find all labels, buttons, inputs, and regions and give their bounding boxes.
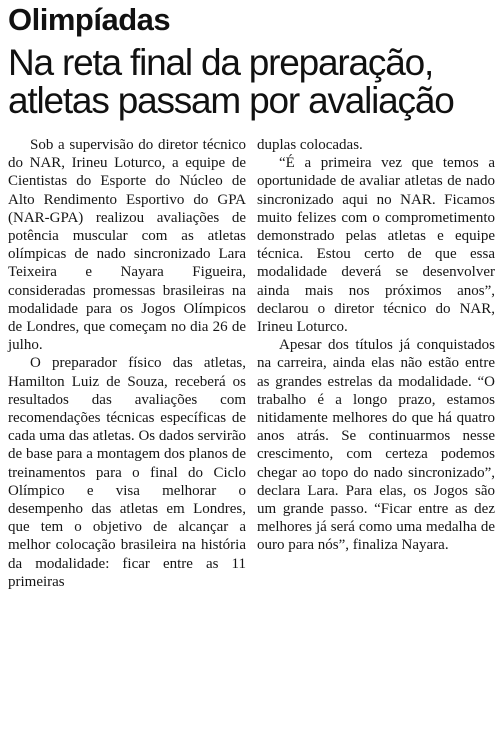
body-column-left: [8, 136, 246, 591]
headline: [8, 44, 498, 120]
body-paragraph: Sob a supervisão do diretor técnico do NAR, Irineu Loturco, a equipe de Cientistas do Esporte do Núcleo de Alto Rendimento Esportivo do GPA (NAR-GPA) realizou avaliações de potência muscular com as atletas olímpicas de nado sincronizado Lara Teixeira e Nayara Figueira, consideradas promessas brasileiras na modalidade para os Jogos Olímpicos de Londres, que começam no dia 26 de julho.: [8, 137, 246, 354]
body-paragraph: Apesar dos títulos já conquistados na carreira, ainda elas não estão entre as grandes estrelas da modalidade. “O trabalho é a longo prazo, estamos nitidamente melhores do que há quatro anos atrás. Se continuarmos nesse crescimento, com certeza podemos chegar ao topo do nado sincronizado”, declara Lara. Para elas, os Jogos são um grande passo. “Ficar entre as dez melhores já será como uma medalha de ouro para nós”, finaliza Nayara.: [257, 337, 495, 554]
headline-line-1: Na reta final da preparação,: [8, 42, 434, 83]
section-kicker: Olimpíadas: [8, 2, 171, 37]
body-paragraph: O preparador físico das atletas, Hamilton Luiz de Souza, receberá os resultados das avaliações com recomendações técnicas específicas de cada uma das atletas. Os dados servirão de base para a montagem dos planos de treinamentos para o final do Ciclo Olímpico e visa melhorar o desempenho das atletas em Londres, que tem o objetivo de alcançar a melhor colocação brasileira na história da modalidade: ficar entre as 11 primeiras: [8, 355, 246, 590]
body-column-right: [257, 136, 495, 555]
body-paragraph: “É a primeira vez que temos a oportunidade de avaliar atletas de nado sincronizado aqui no NAR. Ficamos muito felizes com o comprometimento demonstrado pelas atletas e equipe técnica. Estou certo de que essa modalidade deverá se desenvolver ainda mais nos próximos anos”, declarou o diretor técnico do NAR, Irineu Loturco.: [257, 155, 495, 336]
headline-line-2: atletas passam por avaliação: [8, 80, 454, 121]
body-paragraph-continuation: duplas colocadas.: [257, 137, 363, 153]
